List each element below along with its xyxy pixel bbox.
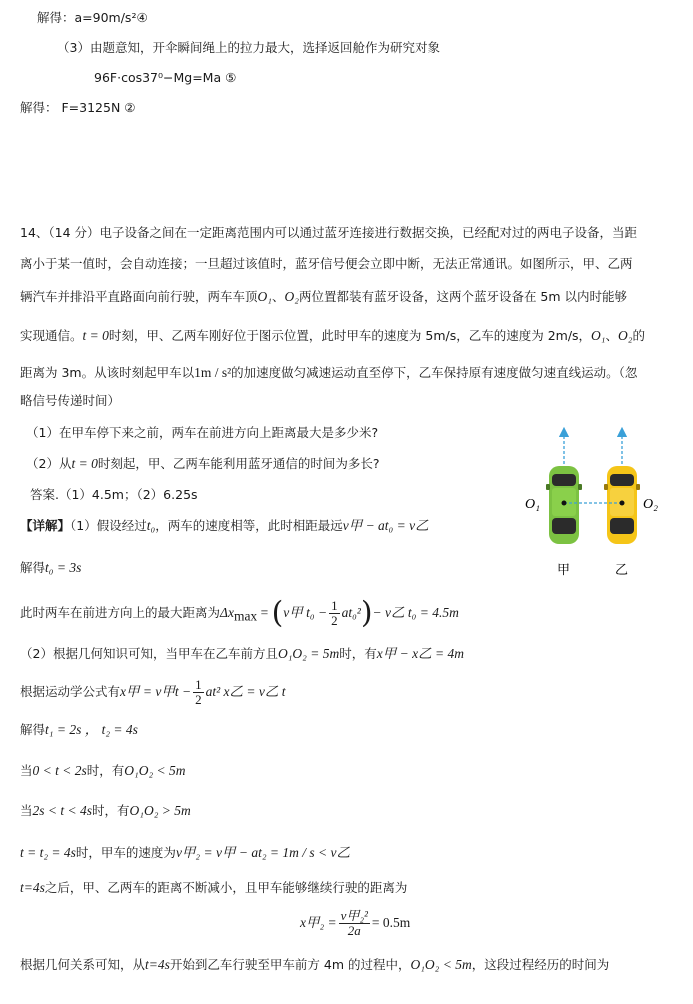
after-t4-line: t=4s之后，甲、乙两车的距离不断减小，且甲车能够继续行驶的距离为 (20, 880, 408, 895)
answer-line: 答案.（1）4.5m；（2）6.25s (30, 487, 198, 502)
subquestion-1: （1）在甲车停下来之前，两车在前进方向上距离最大是多少米? (26, 425, 379, 440)
line-force-result: 解得： F=3125N ② (20, 100, 136, 115)
label-jia: 甲 (557, 563, 571, 578)
subquestion-2: （2）从t = 0时刻起，甲、乙两车能利用蓝牙通信的时间为多长? (26, 456, 380, 471)
o2-dot (620, 501, 625, 506)
q14-text-line6: 略信号传递时间） (20, 393, 121, 408)
line-accel-result: 解得：a=90m/s²④ (37, 10, 148, 25)
fraction-half: $\frac{1}{2}$ (331, 598, 338, 628)
max-distance-line: 此时两车在前进方向上的最大距离为$\Delta x_{max} = (v$甲 t₀ − $\frac{1}{2}$ at₀²)− v乙 t₀ = 4.5m (20, 595, 459, 631)
q14-text-line2: 离小于某一值时，会自动连接；一旦超过该值时，蓝牙信号便会立即中断，无法正常通讯。如图所示，甲、乙两 (20, 256, 633, 271)
two-cars-figure (523, 426, 673, 586)
remaining-distance-formula: x甲₂ = $\frac{\text{v甲₂²}}{2a}$ = 0.5m (300, 908, 411, 938)
q14-text-line5: 距离为 3m。从该时刻起甲车以1m / s²的加速度做匀减速运动直至停下，乙车保持原有速度做匀速直线运动。（忽 (20, 365, 638, 380)
solve-t1-t2: 解得t₁ = 2s ， t₂ = 4s (20, 722, 138, 737)
q14-text-line3: 辆汽车并排沿平直路面向前行驶，两车车顶O₁、O₂两位置都装有蓝牙设备，这两个蓝牙设备在 5m 以内时能够 (20, 289, 628, 304)
detail-line: 【详解】（1）假设经过t₀，两车的速度相等，此时相距最远v甲 − at₀ = v乙 (20, 518, 429, 533)
velocity-at-t2: t = t₂ = 4s时，甲车的速度为v甲₂ = v甲 − at₂ = 1m / s < v乙 (20, 845, 350, 860)
part2-geometry-line: （2）根据几何知识可知，当甲车在乙车前方且O₁O₂ = 5m时，有x甲 − x乙 = 4m (20, 646, 464, 661)
last-line: 根据几何关系可知，从t=4s开始到乙车行驶至甲车前方 4m 的过程中，O₁O₂ < 5m，这段过程经历的时间为 (20, 957, 610, 972)
q14-text-line4: 实现通信。t = 0时刻，甲、乙两车刚好位于图示位置，此时甲车的速度为 5m/s，乙车的速度为 2m/s，O₁、O₂的 (20, 328, 645, 343)
solve-t0: 解得t₀ = 3s (20, 560, 82, 575)
label-yi: 乙 (615, 563, 629, 578)
label-o2: O₂ (643, 497, 658, 512)
q14-text-line1: 14、（14 分）电子设备之间在一定距离范围内可以通过蓝牙连接进行数据交换，已经配对过的两电子设备，当距 (20, 225, 638, 240)
label-o1: O₁ (525, 497, 540, 512)
line-part3-intro: （3）由题意知，开伞瞬间绳上的拉力最大，选择返回舱作为研究对象 (57, 40, 440, 55)
case-range-1: 当0 < t < 2s时，有O₁O₂ < 5m (20, 763, 186, 778)
line-force-equation: 96F·cos37⁰−Mg=Ma ⑤ (94, 70, 237, 85)
kinematics-line: 根据运动学公式有x甲 = v甲t − $\frac{1}{2}$ at² x乙 = v乙 t (20, 677, 286, 707)
o1-dot (562, 501, 567, 506)
case-range-2: 当2s < t < 4s时，有O₁O₂ > 5m (20, 803, 191, 818)
